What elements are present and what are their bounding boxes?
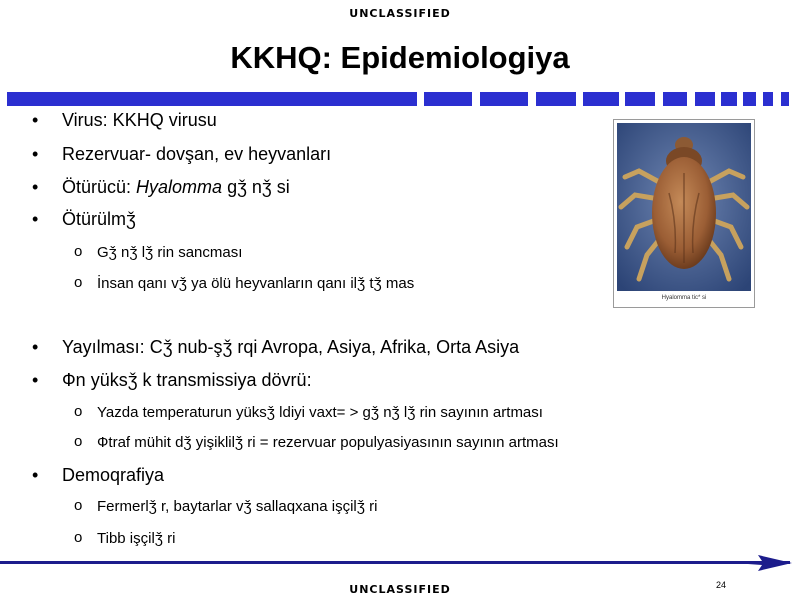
title-bar-segment bbox=[695, 92, 715, 106]
bullet-text: Rezervuar- dovşan, ev heyvanları bbox=[62, 144, 332, 164]
title-bar-segment bbox=[763, 92, 773, 106]
slide-number: 24 bbox=[716, 580, 727, 590]
title-bar-segment bbox=[583, 92, 619, 106]
bullet-marker: • bbox=[32, 337, 39, 357]
sub-bullet-marker: o bbox=[74, 497, 83, 514]
title-bar-segment bbox=[721, 92, 737, 106]
footer-divider bbox=[0, 561, 790, 564]
bullet-text-prefix: Ötürücü: bbox=[62, 177, 137, 197]
bullet-text bbox=[62, 177, 290, 198]
title-bar-segment bbox=[663, 92, 687, 106]
photo-caption: Hyalomma tic* si bbox=[661, 295, 707, 301]
bullet-marker: • bbox=[32, 144, 39, 164]
sub-bullet-marker: o bbox=[74, 274, 83, 291]
bullet-text: Demoqrafiya bbox=[62, 465, 165, 485]
footer-arrow-icon bbox=[748, 555, 792, 571]
title-bar-segment bbox=[536, 92, 576, 106]
title-bar-segment bbox=[480, 92, 528, 106]
bullet-marker: • bbox=[32, 465, 39, 485]
bullet-marker: • bbox=[32, 370, 39, 390]
title-bar-segment bbox=[424, 92, 472, 106]
title-bar-segment bbox=[743, 92, 756, 106]
bullet-text: Фn yüksǯ k transmissiya dövrü: bbox=[62, 370, 312, 390]
slide-title: KKHQ: Epidemiologiya bbox=[230, 40, 570, 75]
sub-bullet-text: Gǯ nǯ lǯ rin sancması bbox=[97, 244, 243, 261]
sub-bullet-text: Fermerlǯ r, baytarlar vǯ sallaqxana işçilǯ ri bbox=[97, 498, 378, 515]
sub-bullet-marker: o bbox=[74, 433, 83, 450]
classification-banner-bottom: UNCLASSIFIED bbox=[349, 583, 451, 596]
bullet-marker: • bbox=[32, 110, 39, 130]
sub-bullet-text: Фtraf mühit dǯ yişiklilǯ ri = rezervuar populyasiyasının sayının artması bbox=[97, 434, 559, 451]
bullet-text: Ötürülmǯ bbox=[62, 209, 136, 229]
sub-bullet-marker: o bbox=[74, 403, 83, 420]
tick-photo bbox=[617, 123, 751, 291]
bullet-text-italic: Hyalomma bbox=[136, 177, 223, 197]
tick-image-icon bbox=[617, 123, 751, 291]
title-bar-main bbox=[7, 92, 417, 106]
tick-photo-frame bbox=[613, 119, 755, 308]
title-bar-segment bbox=[625, 92, 655, 106]
bullet-text: Yayılması: Cǯ nub-şǯ rqi Avropa, Asiya, Afrika, Orta Asiya bbox=[62, 337, 520, 357]
bullet-marker: • bbox=[32, 209, 39, 229]
sub-bullet-text: İnsan qanı vǯ ya ölü heyvanların qanı ilǯ tǯ mas bbox=[97, 275, 415, 292]
sub-bullet-text: Yazda temperaturun yüksǯ ldiyi vaxt= > gǯ nǯ lǯ rin sayının artması bbox=[97, 404, 543, 421]
title-bar-segment bbox=[781, 92, 789, 106]
bullet-marker: • bbox=[32, 177, 39, 197]
classification-banner-top: UNCLASSIFIED bbox=[349, 7, 451, 20]
sub-bullet-text: Tibb işçilǯ ri bbox=[97, 530, 176, 547]
bullet-text-suffix: gǯ nǯ si bbox=[222, 177, 290, 197]
sub-bullet-marker: o bbox=[74, 243, 83, 260]
bullet-text: Virus: KKHQ virusu bbox=[62, 110, 217, 130]
sub-bullet-marker: o bbox=[74, 529, 83, 546]
